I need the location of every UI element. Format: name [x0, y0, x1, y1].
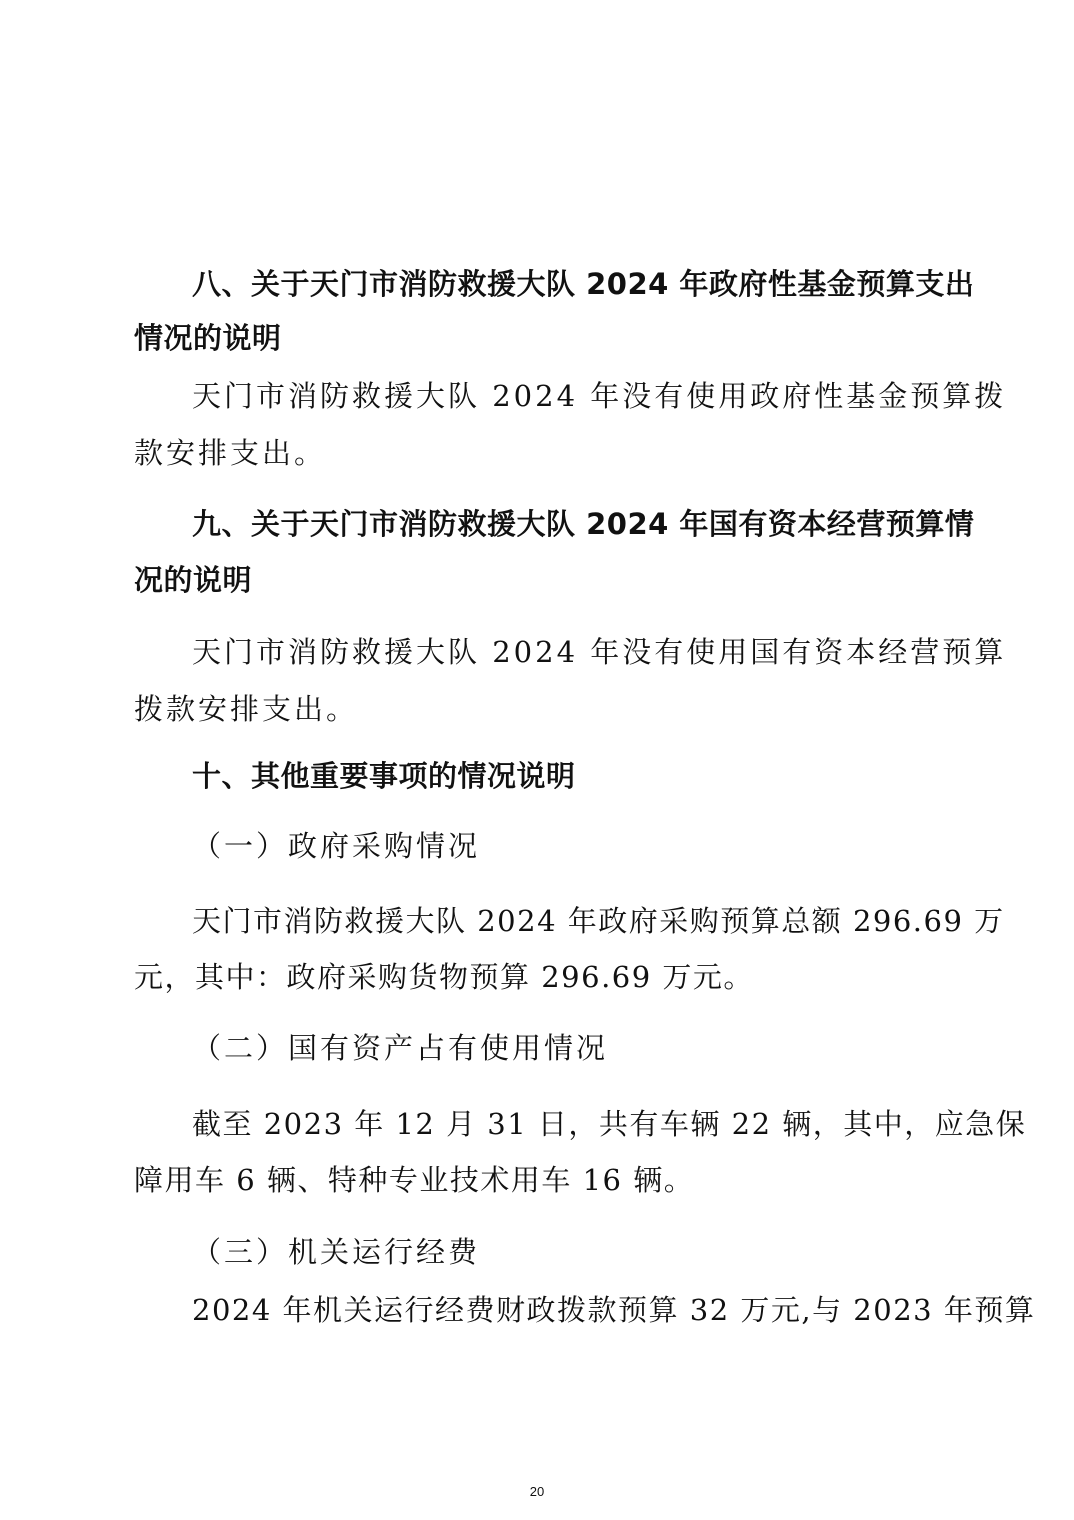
subsection-3-body-line-1: 2024 年机关运行经费财政拨款预算 32 万元,与 2023 年预算 — [192, 1293, 1036, 1327]
subsection-1-body-line-1: 天门市消防救援大队 2024 年政府采购预算总额 296.69 万 — [192, 904, 1005, 938]
subsection-2-body-line-2: 障用车 6 辆、特种专业技术用车 16 辆。 — [134, 1163, 695, 1197]
section-9-body-line-1: 天门市消防救援大队 2024 年没有使用国有资本经营预算 — [192, 635, 1007, 669]
section-8-body-line-2: 款安排支出。 — [134, 436, 327, 470]
subsection-1-title: （一）政府采购情况 — [192, 829, 481, 863]
subsection-1-body-line-2: 元，其中：政府采购货物预算 296.69 万元。 — [134, 960, 754, 994]
section-10-heading: 十、其他重要事项的情况说明 — [192, 759, 576, 793]
section-9-body-line-2: 拨款安排支出。 — [134, 692, 359, 726]
section-9-heading-line-1: 九、关于天门市消防救援大队 2024 年国有资本经营预算情 — [192, 507, 975, 541]
section-9-heading-line-2: 况的说明 — [134, 563, 253, 597]
section-8-body-line-1: 天门市消防救援大队 2024 年没有使用政府性基金预算拨 — [192, 379, 1007, 413]
page-number: 20 — [529, 1484, 545, 1499]
section-8-heading-line-1: 八、关于天门市消防救援大队 2024 年政府性基金预算支出 — [192, 267, 975, 301]
subsection-3-title: （三）机关运行经费 — [192, 1235, 481, 1269]
subsection-2-title: （二）国有资产占有使用情况 — [192, 1031, 609, 1065]
subsection-2-body-line-1: 截至 2023 年 12 月 31 日，共有车辆 22 辆，其中，应急保 — [192, 1107, 1027, 1141]
section-8-heading-line-2: 情况的说明 — [134, 321, 282, 355]
